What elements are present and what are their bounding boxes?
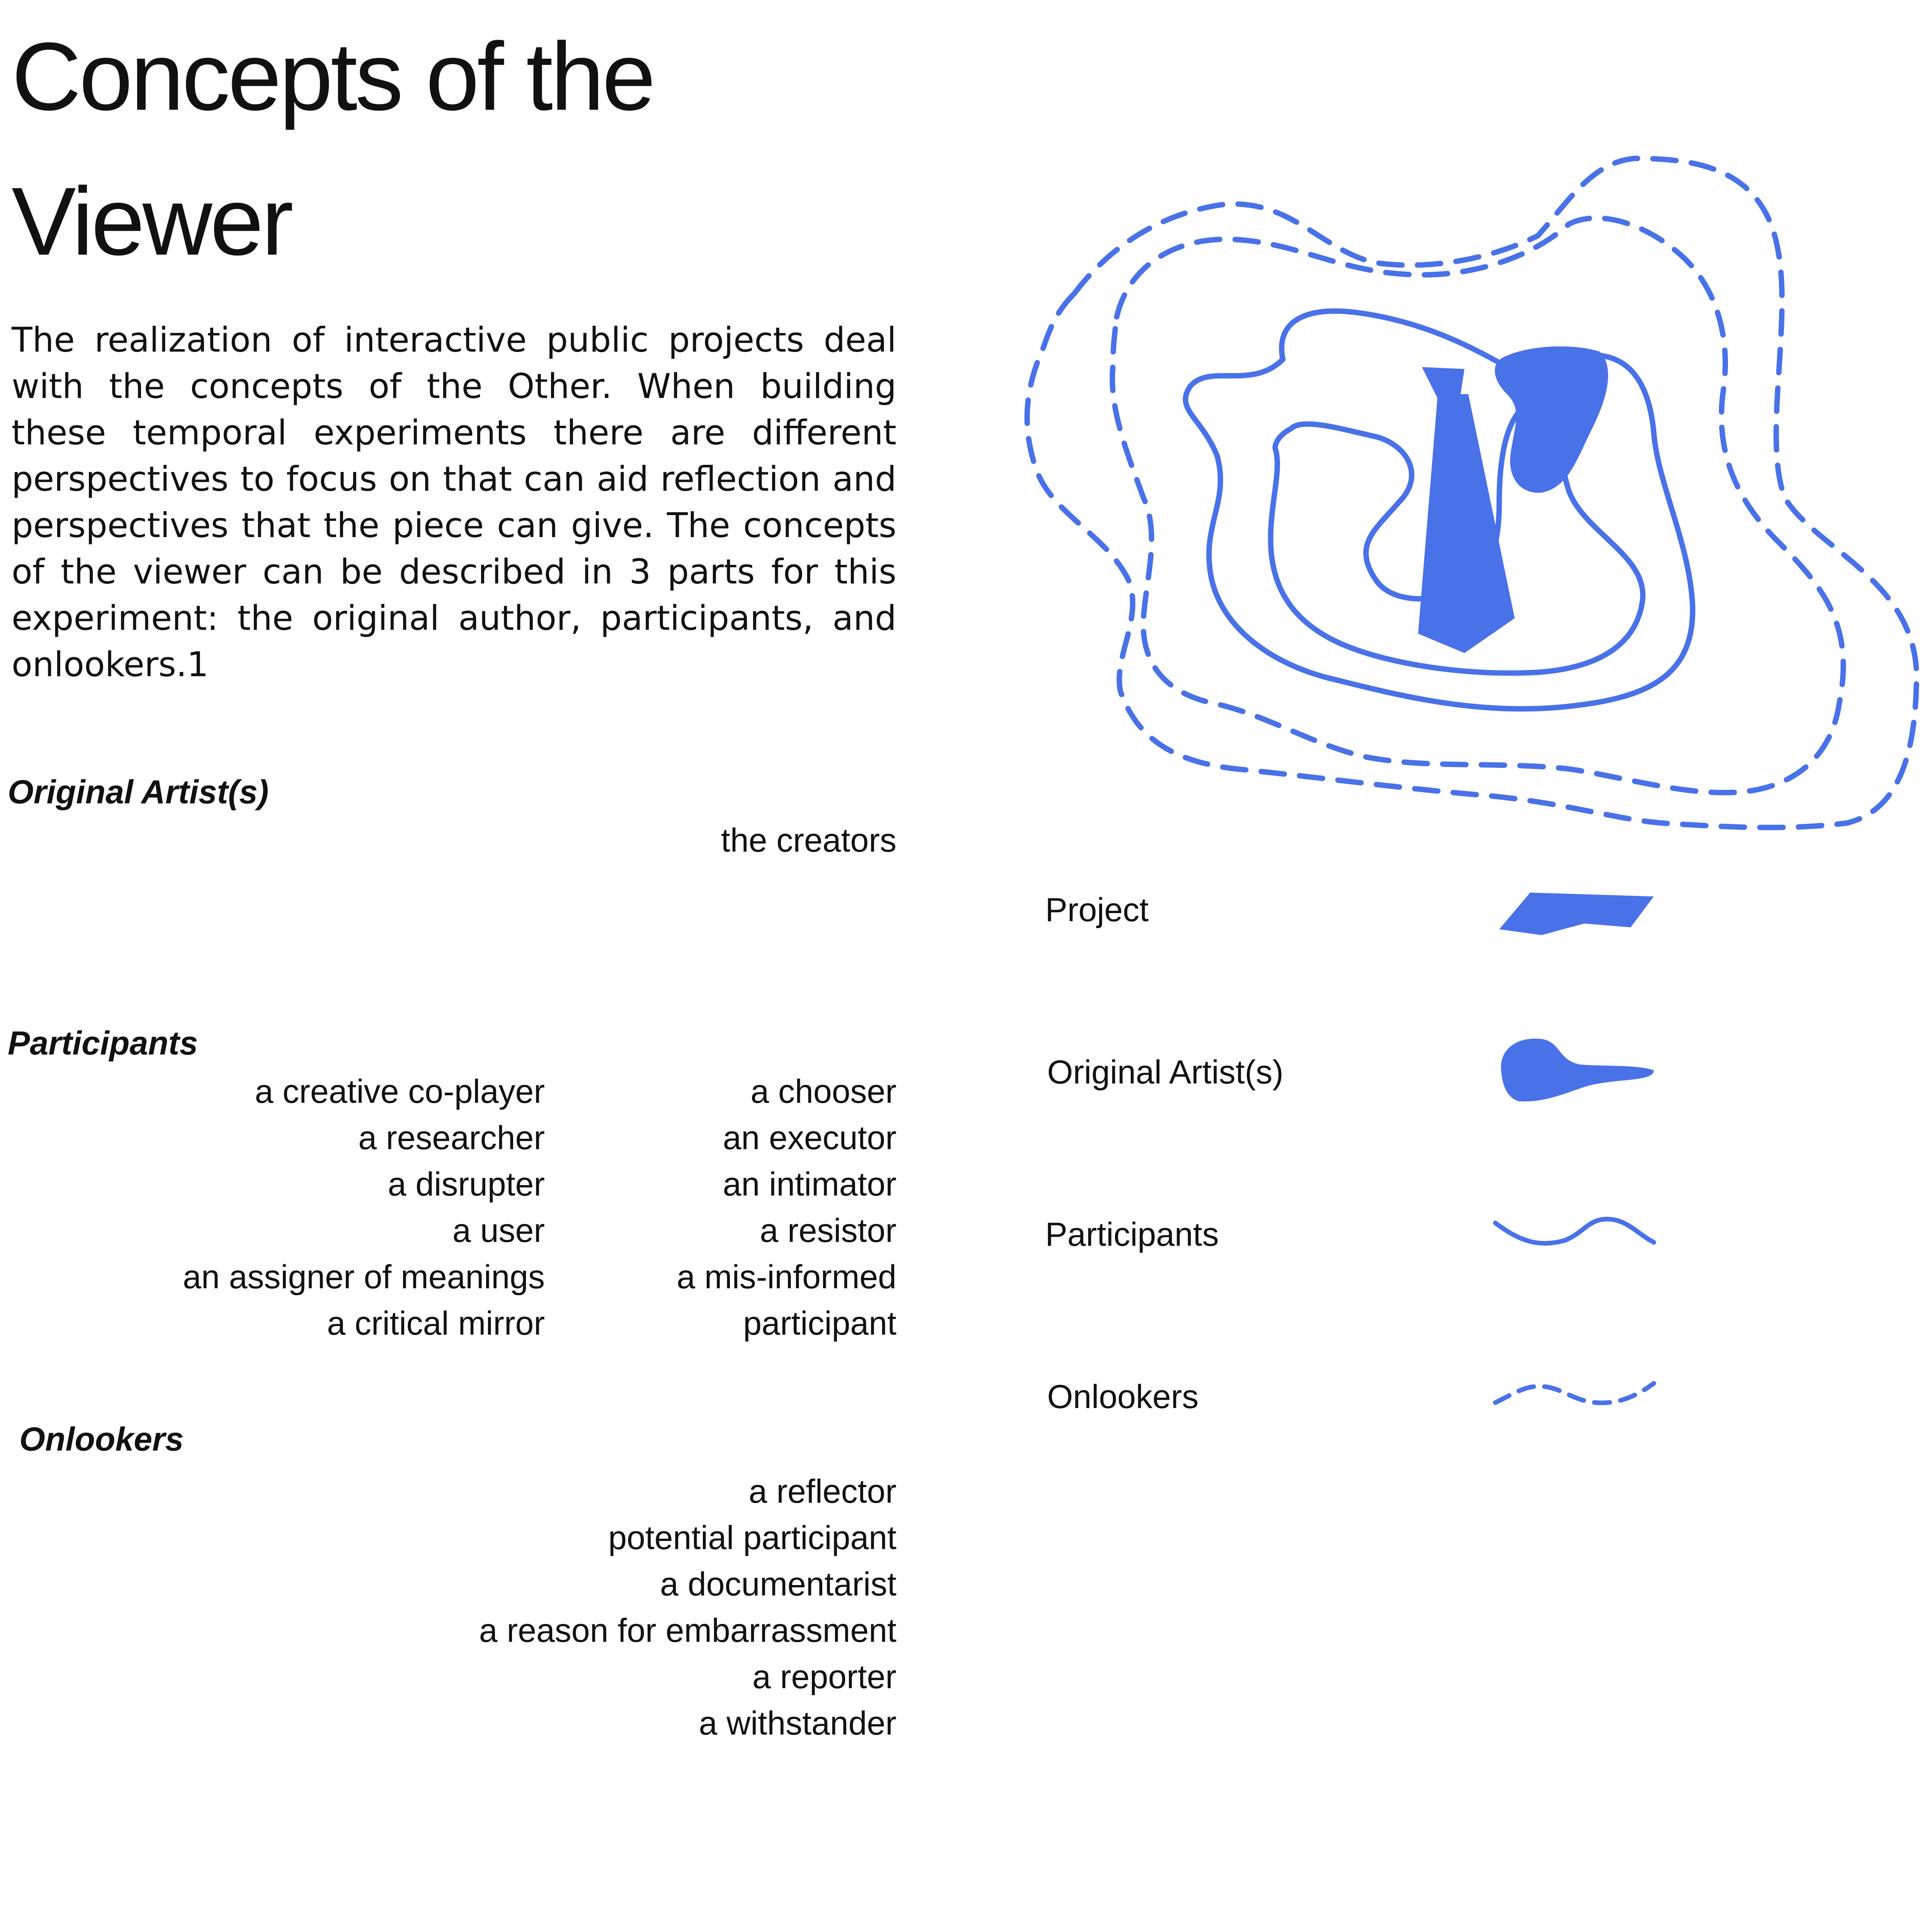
dashed-wave-icon [1492, 1372, 1662, 1414]
section-heading-onlookers: Onlookers [19, 1421, 184, 1458]
onlookers-list [309, 1468, 896, 1747]
list-item: potential participant [608, 1519, 896, 1556]
participants-list-col1 [116, 1068, 545, 1347]
page-title: Concepts of the Viewer [12, 22, 654, 275]
list-item: a mis-informed [677, 1259, 896, 1296]
list-item: a documentarist [660, 1566, 896, 1603]
list-item: an intimator [723, 1166, 896, 1203]
legend-label-participants: Participants [1045, 1216, 1219, 1253]
list-item: a researcher [358, 1119, 545, 1156]
project-shape-icon [1492, 885, 1654, 943]
list-item: a chooser [750, 1073, 896, 1110]
solid-wave-icon [1492, 1209, 1662, 1256]
list-item: a critical mirror [327, 1305, 545, 1342]
artist-blob-icon [1492, 1028, 1654, 1105]
section-heading-participants: Participants [8, 1025, 198, 1062]
list-item: a resistor [760, 1212, 896, 1249]
list-item: an executor [723, 1119, 896, 1156]
list-item: a withstander [699, 1705, 896, 1742]
list-item: a reason for embarrassment [479, 1612, 896, 1649]
list-item: participant [743, 1305, 896, 1342]
legend-label-project: Project [1045, 891, 1149, 929]
list-item: a creative co-player [255, 1073, 545, 1110]
concepts-illustration [1005, 135, 1932, 850]
list-item: a reflector [748, 1473, 896, 1510]
list-item: a reporter [752, 1658, 896, 1696]
participants-list-col2 [580, 1068, 896, 1347]
intro-paragraph: The realization of interactive public projects deal with the concepts of the Other. When building these temporal experiments there are different perspectives to focus on that can aid reflection and perspectives that the piece can give. The concepts of the viewer can be described in 3 parts for this experiment: the original author, participants, and onlookers.1 [12, 320, 896, 684]
list-item: a user [452, 1212, 545, 1249]
legend-label-artists: Original Artist(s) [1047, 1054, 1284, 1091]
list-item: a disrupter [388, 1166, 545, 1203]
section-heading-artists: Original Artist(s) [8, 774, 269, 811]
list-item: an assigner of meanings [182, 1259, 545, 1296]
list-item: the creators [721, 822, 896, 859]
artists-list [386, 817, 896, 864]
legend-label-onlookers: Onlookers [1047, 1378, 1199, 1415]
